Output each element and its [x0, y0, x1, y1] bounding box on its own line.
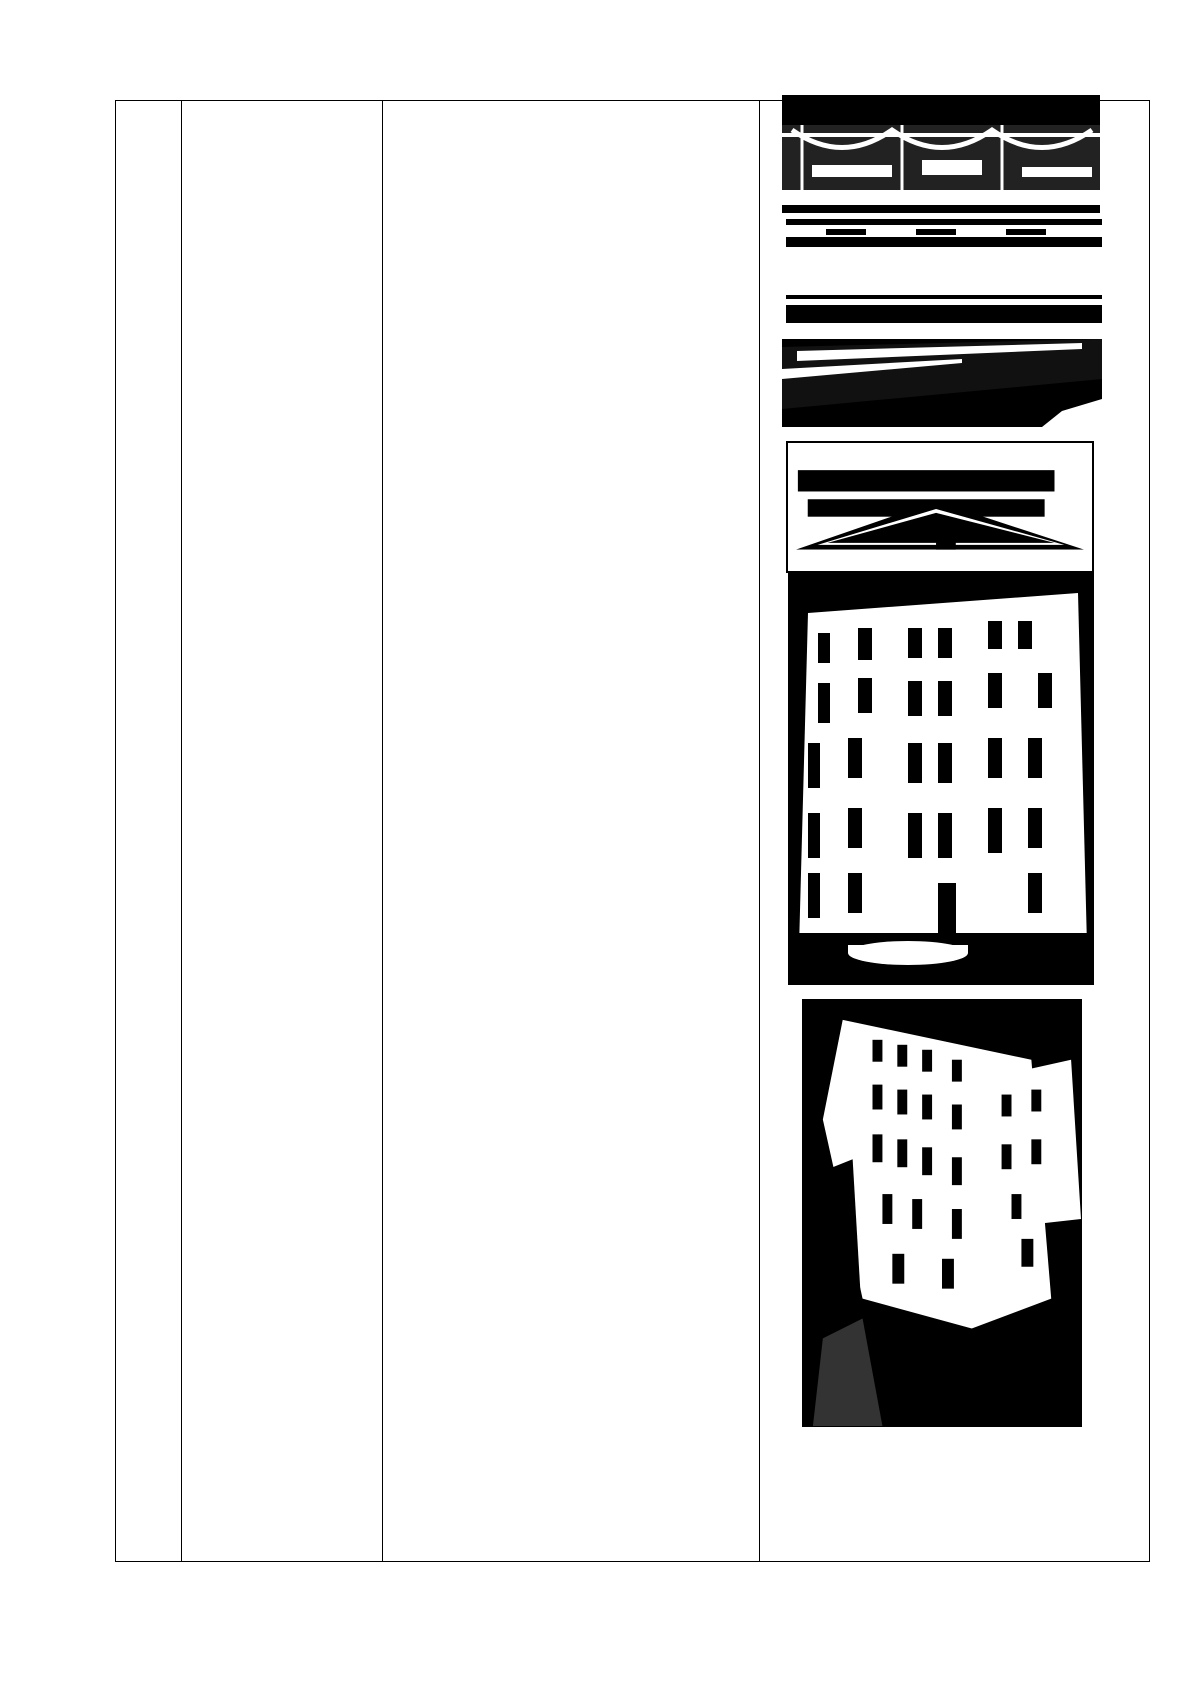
column-divider-2 [382, 101, 383, 1561]
photo-crowning-cornice [782, 339, 1102, 427]
photo-courtyard-facade-1 [788, 573, 1094, 985]
photo-interfloor-cornice [786, 219, 1102, 257]
column-divider-1 [181, 101, 182, 1561]
protected-features-table [115, 100, 1150, 1562]
photo-crowning-cornice-strip [786, 291, 1102, 327]
photo-attic-pediment [786, 441, 1094, 573]
column-divider-3 [759, 101, 760, 1561]
photo-courtyard-facade-2 [802, 999, 1082, 1427]
photo-window-railings [782, 95, 1100, 213]
